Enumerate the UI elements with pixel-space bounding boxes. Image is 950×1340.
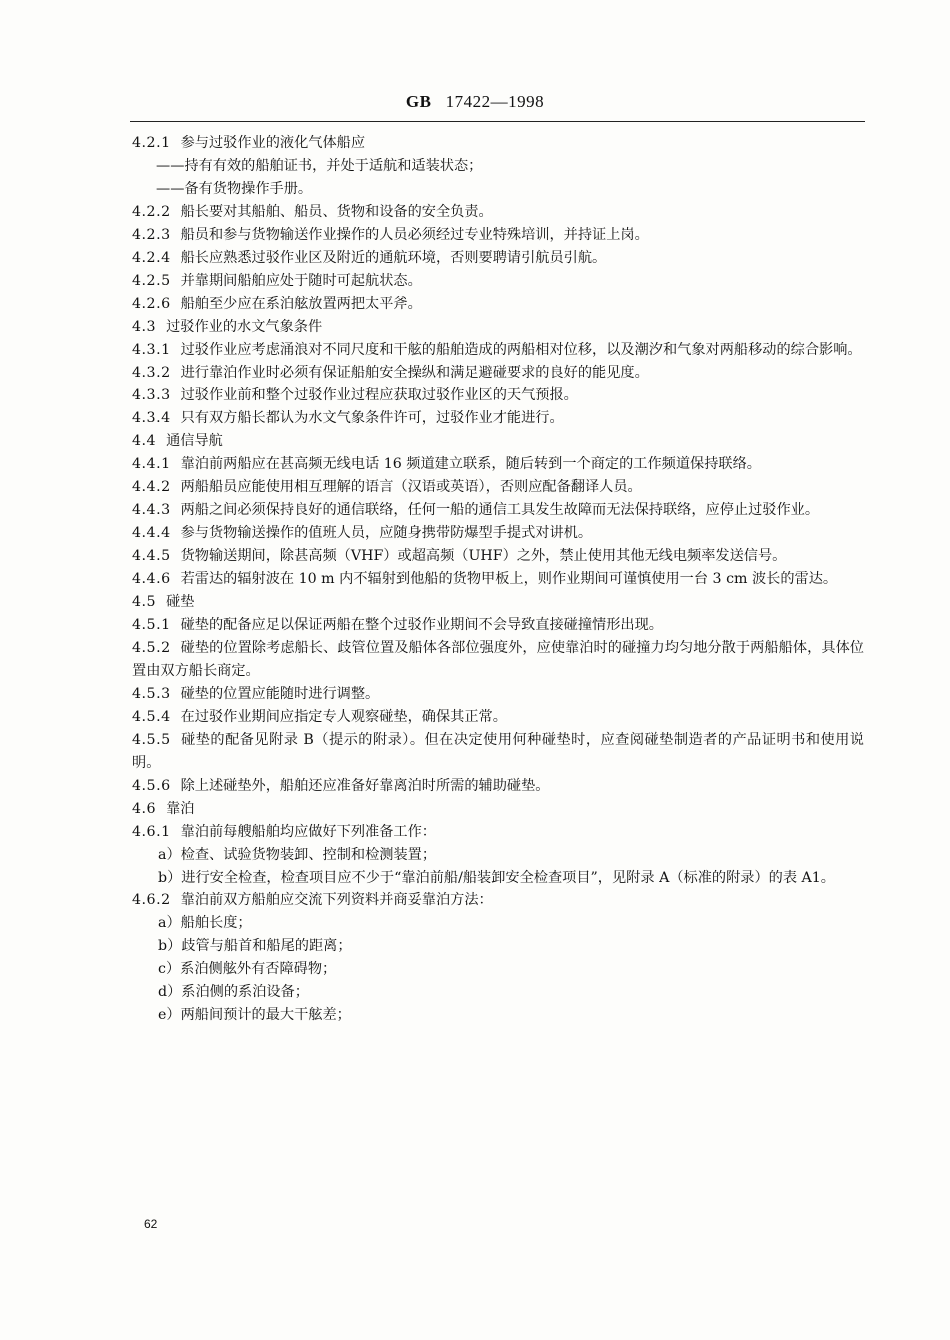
clause-text: 进行靠泊作业时必须有保证船舶安全操纵和满足避碰要求的良好的能见度。	[180, 364, 649, 381]
clause-4-4	[132, 430, 864, 453]
clause-number: 4.2.6	[132, 295, 171, 312]
clause-number: 4.4.6	[132, 571, 171, 588]
clause-number: 4.5.1	[132, 617, 171, 634]
clause-text: 参与过驳作业的液化气体船应	[180, 135, 366, 151]
clause-text: 碰垫的位置应能随时进行调整。	[180, 685, 380, 702]
clause-text: c）系泊侧舷外有否障碍物；	[158, 961, 337, 978]
clause-number: 4.3	[132, 318, 157, 335]
clause-text: 只有双方船长都认为水文气象条件许可，过驳作业才能进行。	[180, 410, 564, 427]
clause-text: ——持有有效的船舶证书，并处于适航和适装状态；	[156, 157, 483, 174]
clause-text: ——备有货物操作手册。	[156, 180, 313, 197]
clause-4-4-2	[132, 476, 864, 499]
clause-number: 4.4.1	[132, 456, 171, 473]
clause-text: 过驳作业的水文气象条件	[166, 318, 323, 335]
clause-4-2-2	[132, 201, 864, 224]
clause-text: 货物输送期间，除甚高频（VHF）或超高频（UHF）之外，禁止使用其他无线电频率发送信号。	[180, 548, 787, 565]
clause-text: 碰垫的位置除考虑船长、歧管位置及船体各部位强度外，应使靠泊时的碰撞力均匀地分散于两船船体，具体位置由双方船长商定。	[132, 639, 864, 679]
clause-item	[132, 178, 864, 201]
clause-4-5-1	[132, 614, 864, 637]
clause-text: 过驳作业应考虑涌浪对不同尺度和干舷的船舶造成的两船相对位移，以及潮汐和气象对两船移动的综合影响。	[180, 341, 862, 358]
clause-4-4-6	[132, 568, 864, 591]
clause-number: 4.4.3	[132, 502, 171, 519]
clause-number: 4.3.1	[132, 341, 171, 358]
clause-4-3-2	[132, 362, 864, 385]
clause-text: e）两船间预计的最大干舷差；	[158, 1007, 351, 1024]
clause-item	[132, 867, 864, 890]
clause-4-6	[132, 798, 864, 821]
clause-number: 4.2.5	[132, 272, 171, 289]
clause-text: a）船舶长度；	[158, 915, 252, 932]
clause-number: 4.6.2	[132, 892, 171, 909]
clause-4-3-4	[132, 407, 864, 430]
clause-text: 碰垫的配备见附录 B（提示的附录）。但在决定使用何种碰垫时，应查阅碰垫制造者的产品证明书和使用说明。	[132, 731, 864, 771]
clause-text: 除上述碰垫外，船舶还应准备好靠离泊时所需的辅助碰垫。	[180, 777, 550, 794]
clause-number: 4.4	[132, 433, 157, 450]
clause-text: b）歧管与船首和船尾的距离；	[158, 938, 352, 955]
clause-4-5-5	[132, 729, 864, 775]
clause-4-4-1	[132, 453, 864, 476]
page-number: 62	[144, 1217, 158, 1231]
clause-4-4-4	[132, 522, 864, 545]
clause-4-5-6	[132, 775, 864, 798]
standard-number: 17422—1998	[445, 92, 545, 111]
clause-item	[132, 935, 864, 958]
clause-text: a）检查、试验货物装卸、控制和检测装置；	[158, 846, 437, 863]
clause-4-6-1	[132, 821, 864, 844]
clause-number: 4.3.3	[132, 387, 171, 404]
clause-number: 4.6.1	[132, 823, 171, 840]
clause-text: 通信导航	[166, 433, 223, 450]
clause-item	[132, 981, 864, 1004]
page-header	[0, 92, 950, 112]
standard-code: GB	[405, 92, 432, 111]
clause-number: 4.2.1	[132, 135, 171, 151]
clause-4-2-5	[132, 270, 864, 293]
clause-number: 4.3.2	[132, 364, 171, 381]
clause-number: 4.5.2	[132, 639, 171, 656]
clause-number: 4.5.4	[132, 708, 171, 725]
clause-4-4-5	[132, 545, 864, 568]
clause-4-5-4	[132, 706, 864, 729]
clause-4-2-4	[132, 247, 864, 270]
clause-4-3	[132, 316, 864, 339]
clause-text: 靠泊	[166, 800, 195, 817]
body-text	[132, 132, 864, 1027]
clause-number: 4.5	[132, 594, 157, 611]
clause-text: 在过驳作业期间应指定专人观察碰垫，确保其正常。	[180, 708, 507, 725]
clause-text: 船舶至少应在系泊舷放置两把太平斧。	[180, 295, 422, 312]
clause-number: 4.2.3	[132, 226, 171, 243]
clause-number: 4.5.5	[132, 731, 171, 748]
clause-text: 碰垫	[166, 594, 195, 611]
clause-text: 靠泊前双方船舶应交流下列资料并商妥靠泊方法：	[180, 892, 493, 909]
clause-4-5	[132, 591, 864, 614]
clause-4-2-1	[132, 132, 864, 155]
clause-4-3-1	[132, 339, 864, 362]
clause-text: 船员和参与货物输送作业操作的人员必须经过专业特殊培训，并持证上岗。	[180, 226, 649, 243]
clause-text: 并靠期间船舶应处于随时可起航状态。	[180, 272, 422, 289]
clause-item	[132, 1004, 864, 1027]
clause-text: 若雷达的辐射波在 10 m 内不辐射到他船的货物甲板上，则作业期间可谨慎使用一台 3 cm 波长的雷达。	[180, 571, 838, 588]
clause-text: 靠泊前两船应在甚高频无线电话 16 频道建立联系，随后转到一个商定的工作频道保持联络。	[180, 456, 761, 473]
clause-number: 4.4.2	[132, 479, 171, 496]
clause-text: b）进行安全检查，检查项目应不少于“靠泊前船/船装卸安全检查项目”，见附录 A（标准的附录）的表 A1。	[158, 869, 835, 886]
clause-number: 4.5.3	[132, 685, 171, 702]
clause-number: 4.4.4	[132, 525, 171, 542]
clause-text: 参与货物输送操作的值班人员，应随身携带防爆型手提式对讲机。	[180, 525, 593, 542]
clause-number: 4.6	[132, 800, 157, 817]
clause-4-2-6	[132, 293, 864, 316]
clause-text: 船长要对其船舶、船员、货物和设备的安全负责。	[180, 203, 493, 220]
clause-4-4-3	[132, 499, 864, 522]
clause-4-5-3	[132, 683, 864, 706]
clause-number: 4.2.2	[132, 203, 171, 220]
clause-text: 过驳作业前和整个过驳作业过程应获取过驳作业区的天气预报。	[180, 387, 578, 404]
clause-4-5-2	[132, 637, 864, 683]
clause-text: 船长应熟悉过驳作业区及附近的通航环境，否则要聘请引航员引航。	[180, 249, 607, 266]
clause-number: 4.3.4	[132, 410, 171, 427]
clause-item	[132, 958, 864, 981]
header-rule	[130, 121, 865, 122]
clause-4-2-3	[132, 224, 864, 247]
clause-item	[132, 844, 864, 867]
clause-4-3-3	[132, 384, 864, 407]
clause-item	[132, 912, 864, 935]
clause-text: d）系泊侧的系泊设备；	[158, 984, 309, 1001]
clause-text: 两船之间必须保持良好的通信联络，任何一船的通信工具发生故障而无法保持联络，应停止过驳作业。	[180, 502, 820, 519]
clause-number: 4.4.5	[132, 548, 171, 565]
clause-text: 靠泊前每艘船舶均应做好下列准备工作：	[180, 823, 436, 840]
clause-text: 两船船员应能使用相互理解的语言（汉语或英语），否则应配备翻译人员。	[180, 479, 642, 496]
clause-number: 4.5.6	[132, 777, 171, 794]
clause-item	[132, 155, 864, 178]
clause-text: 碰垫的配备应足以保证两船在整个过驳作业期间不会导致直接碰撞情形出现。	[180, 617, 663, 634]
clause-number: 4.2.4	[132, 249, 171, 266]
clause-4-6-2	[132, 889, 864, 912]
